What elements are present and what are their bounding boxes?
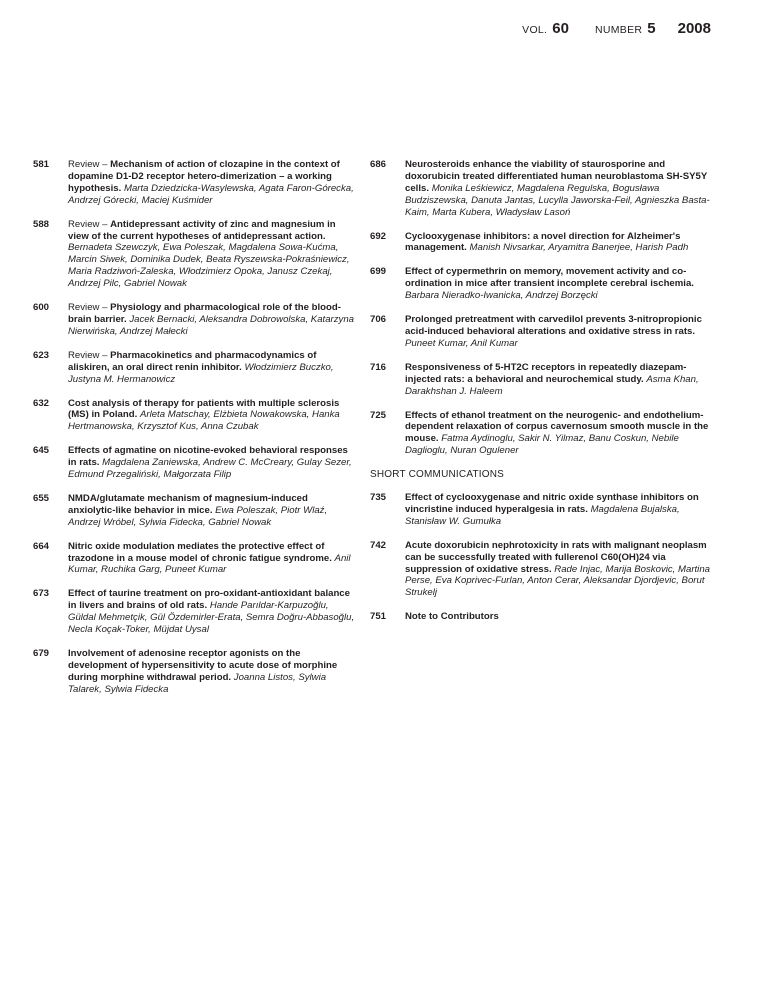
entry-text	[68, 398, 355, 434]
toc-entry	[370, 362, 715, 398]
article-authors: Marta Dziedzicka-Wasylewska, Agata Faron-Górecka, Andrzej Górecki, Maciej Kuśmider	[68, 182, 354, 206]
article-title: Effect of cyclooxygenase and nitric oxide synthase inhibitors on vincristine induced hyperalgesia in rats.	[405, 492, 699, 515]
page-number: 623	[33, 349, 50, 361]
contents-right-column	[370, 159, 715, 635]
article-title: Effect of cypermethrin on memory, movement activity and co-ordination in mice after transient incomplete cerebral ischemia.	[405, 266, 694, 290]
issue-label: NUMBER	[594, 24, 643, 36]
entry-text	[68, 302, 355, 338]
entry-text	[405, 362, 715, 398]
article-authors: Hande Parıldar-Karpuzoğlu, Güldal Mehmetçik, Gül Özdemirler-Erata, Semra Doğru-Abbasoğlu, Necla Koçak-Toker, Müjdat Uysal	[68, 600, 355, 636]
article-title: Responsiveness of 5-HT2C receptors in repeatedly diazepam-injected rats: a behavioral and neurochemical study.	[405, 361, 687, 385]
toc-entry	[370, 611, 715, 623]
short-communications-heading: SHORT COMMUNICATIONS	[370, 469, 505, 481]
page-number: 692	[370, 230, 387, 242]
article-title: Antidepressant activity of zinc and magnesium in view of the current hypotheses of antidepressant action.	[68, 218, 336, 242]
entry-text	[68, 588, 355, 636]
article-title: Mechanism of action of clozapine in the context of dopamine D1-D2 receptor hetero-dimerization – a working hypothesis.	[68, 159, 340, 194]
toc-entry	[33, 219, 355, 290]
review-prefix: Review –	[68, 159, 111, 170]
article-authors: Fatma Aydinoglu, Sakir N. Yilmaz, Banu Coskun, Nebile Daglioglu, Nuran Ogulener	[405, 433, 679, 457]
entry-text	[405, 231, 715, 255]
article-authors: Bernadeta Szewczyk, Ewa Poleszak, Magdalena Sowa-Kućma, Marcin Siwek, Dominika Dudek, Beata Ryszewska-Pokraśniewicz, Maria Radziwoń-Zaleska, Włodzimierz Opoka, Janusz Czekaj, Andrzej Pilc, Gabriel Nowak	[68, 242, 350, 290]
page-number: 686	[370, 159, 387, 170]
toc-entry	[33, 159, 355, 207]
article-title: Acute doxorubicin nephrotoxicity in rats with malignant neoplasm can be successfully treated with fullerenol C60(OH)24 via suppression of oxidative stress.	[405, 539, 707, 575]
article-authors: Rade Injac, Marija Boskovic, Martina Perse, Eva Koprivec-Furlan, Anton Cerar, Aleksandar Djordjevic, Borut Strukelj	[405, 563, 710, 599]
page-number: 725	[370, 409, 387, 421]
entry-text	[405, 492, 715, 528]
article-title: Cyclooxygenase inhibitors: a novel direction for Alzheimer's management.	[405, 230, 681, 254]
page-number: 600	[33, 302, 50, 314]
article-authors: Magdalena Zaniewska, Andrew C. McCreary, Gulay Sezer, Edmund Przegaliński, Małgorzata Filip	[68, 457, 352, 481]
toc-entry	[370, 159, 715, 219]
toc-entry	[33, 398, 355, 434]
article-authors: Anil Kumar, Ruchika Garg, Puneet Kumar	[68, 552, 351, 576]
review-prefix: Review –	[68, 349, 111, 361]
entry-text	[405, 314, 715, 350]
toc-entry	[370, 314, 715, 350]
entry-text	[405, 410, 715, 458]
entry-text	[405, 266, 715, 302]
toc-entry	[33, 541, 355, 577]
volume-number: 60	[552, 20, 569, 37]
article-title: NMDA/glutamate mechanism of magnesium-induced anxiolytic-like behavior in mice.	[68, 492, 308, 516]
entry-text	[68, 493, 355, 529]
toc-entry	[370, 410, 715, 458]
review-prefix: Review –	[68, 302, 111, 314]
article-authors: Puneet Kumar, Anil Kumar	[405, 337, 518, 349]
entry-text	[405, 159, 715, 219]
article-title: Note to Contributors	[405, 611, 499, 623]
article-authors: Barbara Nieradko-Iwanicka, Andrzej Borzęcki	[405, 290, 598, 302]
entry-text	[405, 540, 715, 600]
toc-entry	[33, 302, 355, 338]
article-authors: Ewa Poleszak, Piotr Wlaź, Andrzej Wróbel, Sylwia Fidecka, Gabriel Nowak	[68, 504, 328, 528]
entry-text	[405, 611, 715, 623]
entry-text	[68, 159, 355, 207]
journal-masthead	[522, 20, 711, 37]
page-number: 581	[33, 159, 50, 170]
page-number: 645	[33, 445, 50, 457]
toc-entry	[33, 350, 355, 386]
entry-text	[68, 219, 355, 290]
toc-entry	[33, 648, 355, 696]
article-title: Effect of taurine treatment on pro-oxidant-antioxidant balance in livers and brains of old rats.	[68, 588, 350, 612]
article-title: Prolonged pretreatment with carvedilol prevents 3-nitropropionic acid-induced behavioral alterations and oxidative stress in rats.	[405, 314, 702, 337]
page-number: 699	[370, 266, 387, 278]
page-number: 706	[370, 314, 387, 326]
entry-text	[68, 648, 355, 696]
review-prefix: Review –	[68, 218, 111, 230]
article-authors: Włodzimierz Buczko, Justyna M. Hermanowicz	[68, 361, 334, 385]
toc-entry	[33, 588, 355, 636]
article-authors: Jacek Bernacki, Aleksandra Dobrowolska, Katarzyna Nierwińska, Andrzej Małecki	[68, 313, 354, 337]
article-title: Cost analysis of therapy for patients with multiple sclerosis (MS) in Poland.	[68, 397, 340, 421]
page-number: 679	[33, 648, 50, 659]
page-number: 751	[370, 611, 387, 623]
entry-text	[68, 350, 355, 386]
page-number: 655	[33, 492, 50, 504]
article-title: Involvement of adenosine receptor agonists on the development of hypersensitivity to acute dose of morphine during morphine withdrawal period.	[68, 648, 338, 683]
volume-label: VOL.	[522, 24, 548, 36]
article-authors: Magdalena Bujalska, Stanisław W. Gumułka	[405, 503, 680, 527]
article-title: Pharmacokinetics and pharmacodynamics of aliskiren, an oral direct renin inhibitor.	[68, 349, 317, 373]
toc-entry	[33, 445, 355, 481]
entry-text	[68, 541, 355, 577]
page-number: 742	[370, 539, 387, 551]
issue-number: 5	[647, 20, 656, 37]
issue-year: 2008	[677, 20, 711, 37]
article-title: Neurosteroids enhance the viability of staurosporine and doxorubicin treated differentiated human neuroblastoma SH-SY5Y cells.	[405, 159, 708, 194]
article-title: Effects of ethanol treatment on the neurogenic- and endothelium-dependent relaxation of corpus cavernosum smooth muscle in the mouse.	[405, 409, 709, 445]
article-title: Effects of agmatine on nicotine-evoked behavioral responses in rats.	[68, 445, 348, 469]
contents-left-column	[33, 159, 355, 708]
toc-entry	[370, 540, 715, 600]
toc-entry	[370, 266, 715, 302]
entry-text	[68, 445, 355, 481]
article-title: Physiology and pharmacological role of the blood-brain barrier.	[68, 302, 341, 325]
page-number: 664	[33, 540, 50, 552]
toc-entry	[370, 231, 715, 255]
article-authors: Joanna Listos, Sylwia Talarek, Sylwia Fidecka	[68, 671, 327, 695]
page-number: 735	[370, 492, 387, 504]
article-authors: Monika Leśkiewicz, Magdalena Regulska, Bogusława Budziszewska, Danuta Jantas, Lucylla Jaworska-Feil, Agnieszka Basta-Kaim, Marta Kubera, Władysław Lasoń	[405, 182, 710, 218]
article-authors: Arleta Matschay, Elżbieta Nowakowska, Hanka Hertmanowska, Krzysztof Kus, Anna Czubak	[68, 409, 340, 433]
page-number: 716	[370, 361, 387, 373]
page-number: 588	[33, 218, 50, 230]
page-number: 632	[33, 397, 50, 409]
toc-entry	[370, 492, 715, 528]
toc-entry	[33, 493, 355, 529]
article-title: Nitric oxide modulation mediates the protective effect of trazodone in a mouse model of chronic fatigue syndrome.	[68, 540, 332, 564]
page-number: 673	[33, 588, 50, 600]
article-authors: Asma Khan, Darakhshan J. Haleem	[405, 373, 699, 397]
article-authors: Manish Nivsarkar, Aryamitra Banerjee, Harish Padh	[469, 242, 689, 254]
